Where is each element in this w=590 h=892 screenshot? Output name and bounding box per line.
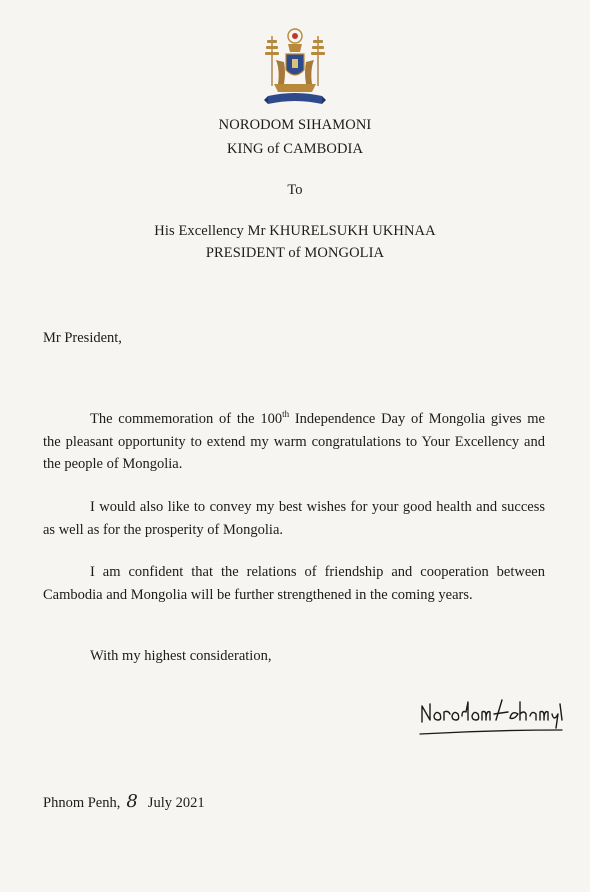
paragraph-2: I would also like to convey my best wishes for your good health and success as well as for the prosperity of Mongolia.: [43, 499, 545, 538]
salutation: Mr President,: [43, 330, 122, 346]
paragraph-1-end: Independence Day of Mongolia gives me the pleasant opportunity to extend my warm congratulations to Your Excellency and the people of Mongolia.: [43, 411, 545, 472]
recipient-title: PRESIDENT of MONGOLIA: [205, 245, 385, 261]
paragraph-1-start: The commemoration of the 100: [90, 411, 283, 427]
paragraph-3: I am confident that the relations of friendship and cooperation between Cambodia and Mongolia will be further strengthened in the coming years.: [43, 564, 545, 603]
sender-name: NORODOM SIHAMONI: [218, 117, 372, 133]
recipient-name: His Excellency Mr KHURELSUKH UKHNAA: [154, 223, 436, 239]
place-name: Phnom Penh,: [43, 795, 121, 811]
sender-title: KING of CAMBODIA: [226, 141, 364, 157]
month-year: July 2021: [147, 795, 205, 811]
handwritten-signature: [416, 692, 566, 744]
date-line: [43, 791, 205, 812]
handwritten-day: 8: [126, 791, 138, 812]
royal-arms-emblem: [258, 26, 332, 110]
paragraph-1: [43, 408, 545, 476]
to-label: To: [287, 182, 303, 198]
ordinal-suffix: th: [282, 409, 290, 420]
closing-line: With my highest consideration,: [90, 648, 272, 664]
